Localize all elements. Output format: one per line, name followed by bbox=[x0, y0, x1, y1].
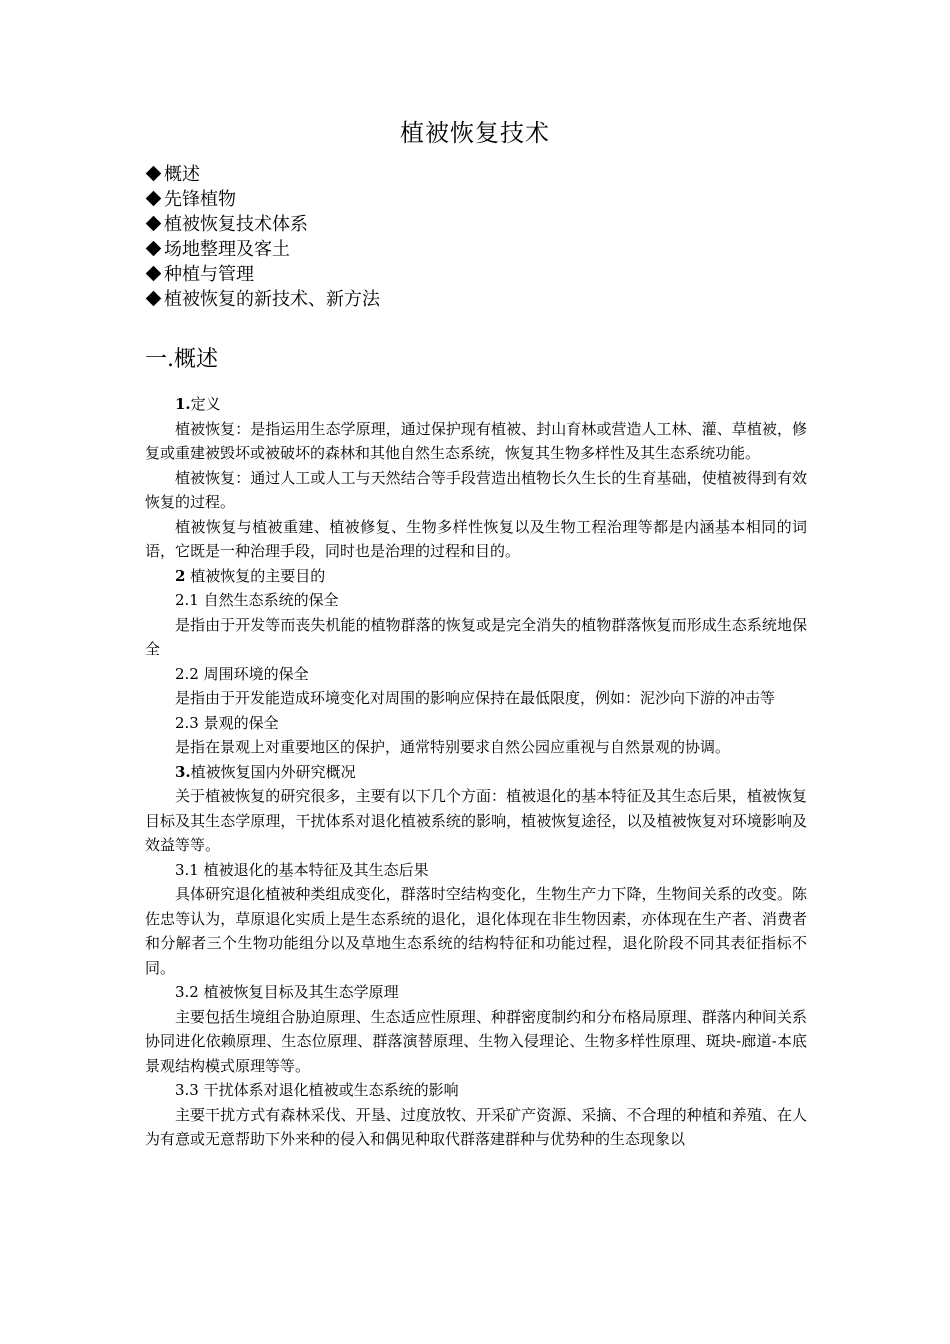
toc-item bbox=[145, 187, 380, 212]
subheading-number: 2 bbox=[175, 566, 186, 585]
subheading: 3.1 植被退化的基本特征及其生态后果 bbox=[175, 860, 429, 879]
subheading-purpose bbox=[145, 564, 807, 589]
toc-item-label: 先锋植物 bbox=[164, 189, 236, 210]
subheading-definition bbox=[145, 392, 807, 417]
diamond-bullet-icon bbox=[146, 191, 162, 207]
paragraph: 关于植被恢复的研究很多，主要有以下几个方面：植被退化的基本特征及其生态后果，植被恢复目标及其生态学原理，干扰体系对退化植被系统的影响，植被恢复途径，以及植被恢复对环境影响及效益等等。 bbox=[145, 787, 807, 854]
diamond-bullet-icon bbox=[146, 241, 162, 257]
paragraph: 植被恢复：通过人工或人工与天然结合等手段营造出植物长久生长的生育基础，使植被得到有效恢复的过程。 bbox=[145, 468, 807, 511]
subheading: 3.3 干扰体系对退化植被或生态系统的影响 bbox=[175, 1081, 459, 1099]
subheading-text: 植被恢复国内外研究概况 bbox=[190, 762, 356, 781]
toc-item bbox=[145, 262, 380, 287]
toc-item bbox=[145, 287, 380, 312]
subheading-number: 3. bbox=[175, 762, 191, 781]
paragraph: 是指在景观上对重要地区的保护，通常特别要求自然公园应重视与自然景观的协调。 bbox=[175, 738, 731, 756]
section-body bbox=[145, 392, 807, 1152]
subheading-text: 定义 bbox=[190, 395, 221, 413]
subheading: 2.2 周围环境的保全 bbox=[175, 664, 309, 683]
paragraph: 主要干扰方式有森林采伐、开垦、过度放牧、开采矿产资源、采摘、不合理的种植和养殖、在人为有意或无意帮助下外来种的侵入和偶见种取代群落建群种与优势种的生态现象以 bbox=[145, 1105, 807, 1148]
subheading-research bbox=[145, 760, 807, 785]
toc-item-label: 植被恢复技术体系 bbox=[164, 214, 308, 235]
toc-item bbox=[145, 162, 380, 187]
diamond-bullet-icon bbox=[146, 216, 162, 232]
paragraph: 具体研究退化植被种类组成变化，群落时空结构变化，生物生产力下降，生物间关系的改变。陈佐忠等认为，草原退化实质上是生态系统的退化，退化体现在非生物因素，亦体现在生产者、消费者和分解者三个生物功能组分以及草地生态系统的结构特征和功能过程，退化阶段不同其表征指标不同。 bbox=[145, 885, 807, 977]
subheading-text: 植被恢复的主要目的 bbox=[185, 566, 326, 585]
paragraph: 是指由于开发等而丧失机能的植物群落的恢复或是完全消失的植物群落恢复而形成生态系统地保全 bbox=[145, 615, 807, 658]
paragraph: 植被恢复与植被重建、植被修复、生物多样性恢复以及生物工程治理等都是内涵基本相同的词语，它既是一种治理手段，同时也是治理的过程和目的。 bbox=[145, 517, 807, 560]
subheading: 3.2 植被恢复目标及其生态学原理 bbox=[175, 983, 399, 1001]
diamond-bullet-icon bbox=[146, 266, 162, 282]
toc-item-label: 概述 bbox=[164, 164, 200, 185]
paragraph: 是指由于开发能造成环境变化对周围的影响应保持在最低限度，例如：泥沙向下游的冲击等 bbox=[175, 689, 776, 707]
diamond-bullet-icon bbox=[146, 166, 162, 182]
paragraph: 植被恢复：是指运用生态学原理，通过保护现有植被、封山育林或营造人工林、灌、草植被，修复或重建被毁坏或被破坏的森林和其他自然生态系统，恢复其生物多样性及其生态系统功能。 bbox=[145, 419, 807, 462]
toc-item-label: 场地整理及客土 bbox=[164, 239, 290, 260]
toc-item-label: 植被恢复的新技术、新方法 bbox=[164, 289, 380, 310]
document-title: 植被恢复技术 bbox=[400, 119, 550, 147]
subheading: 2.3 景观的保全 bbox=[175, 713, 279, 732]
table-of-contents bbox=[145, 162, 380, 312]
toc-item bbox=[145, 212, 380, 237]
section-heading: 一.概述 bbox=[145, 347, 218, 372]
subheading: 2.1 自然生态系统的保全 bbox=[175, 591, 339, 609]
subheading-number: 1. bbox=[175, 395, 191, 413]
toc-item bbox=[145, 237, 380, 262]
diamond-bullet-icon bbox=[146, 291, 162, 307]
toc-item-label: 种植与管理 bbox=[164, 264, 254, 285]
paragraph: 主要包括生境组合胁迫原理、生态适应性原理、种群密度制约和分布格局原理、群落内种间关系协同进化依赖原理、生态位原理、群落演替原理、生物入侵理论、生物多样性原理、斑块-廊道-本底景观结构模式原理等等。 bbox=[145, 1007, 807, 1075]
